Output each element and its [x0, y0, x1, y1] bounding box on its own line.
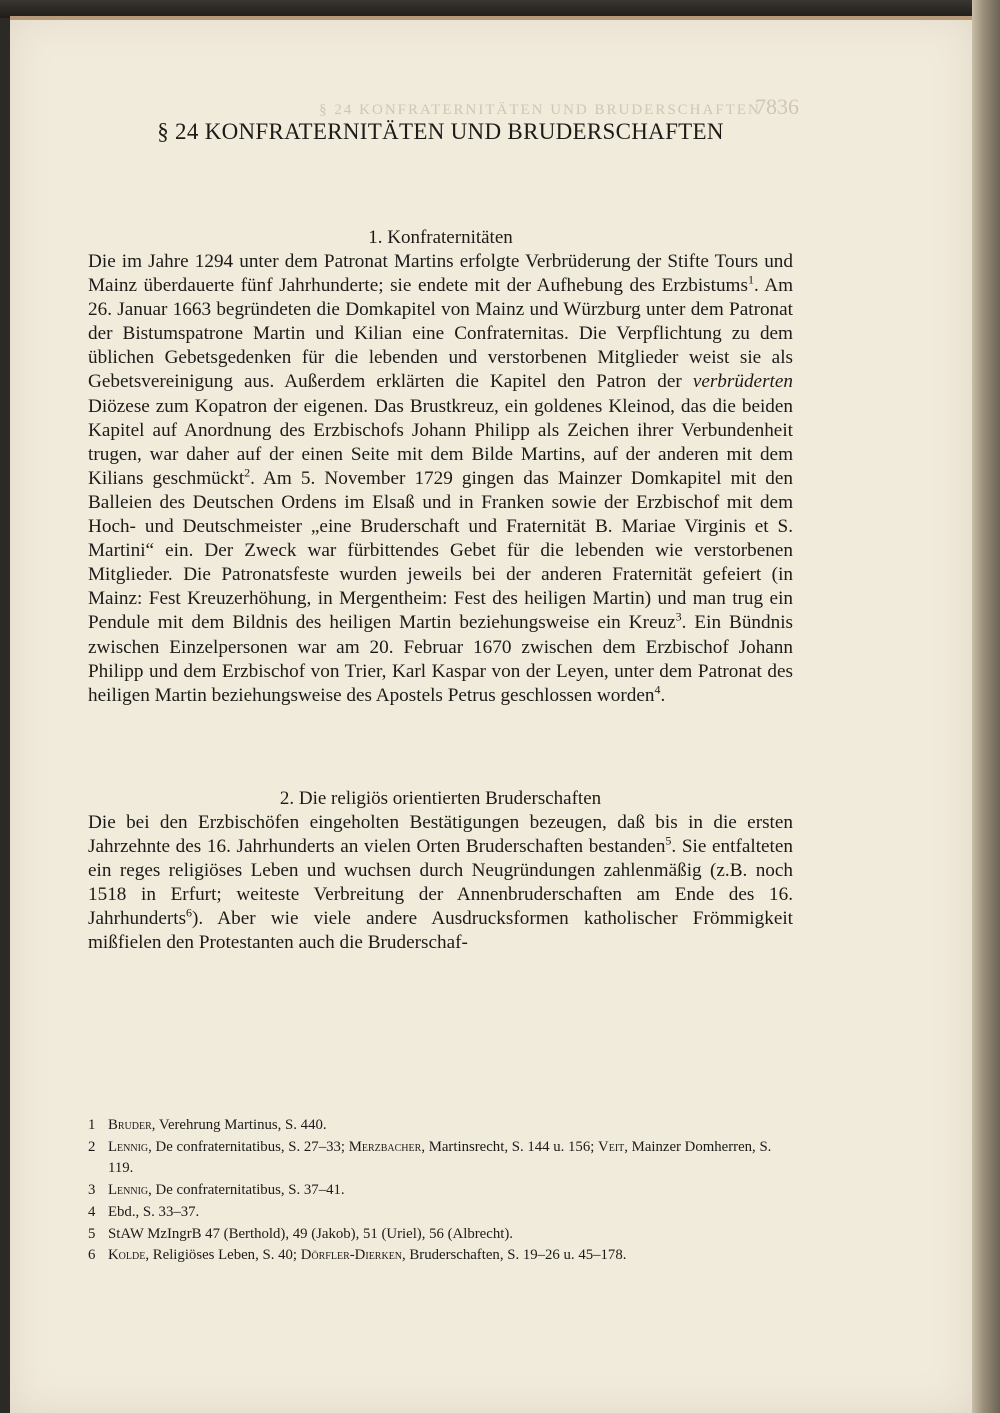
footnote — [88, 1224, 793, 1246]
footnote-author: Lennig — [108, 1138, 149, 1155]
main-text — [88, 116, 793, 955]
footnote-ref-1[interactable]: 1 — [747, 272, 754, 287]
footnote-author: Merzbacher — [348, 1138, 422, 1155]
p2-text-a: Die bei den Erzbischöfen eingeholten Bestätigungen bezeugen, daß bis in die ersten Jahrzehnte des 16. Jahrhunderts an vielen Orten Bruderschaften bestanden — [88, 811, 793, 857]
footnote — [88, 1115, 793, 1137]
footnote-ref-2[interactable]: 2 — [244, 465, 251, 480]
p1-text-f: . — [660, 684, 666, 706]
p1-text-d: . Am 5. November 1729 gingen das Mainzer Domkapitel mit den Balleien des Deutschen Ordens im Elsaß und in Franken sowie der Erzbischof mit dem Hoch- und Deutschmeister „eine Bruderschaft und Fraternität B. Mariae Virginis et S. Martini“ ein. Der Zweck war fürbittendes Gebet für die lebenden wie verstorbenen Mitglieder. Die Patronatsfeste wurden jeweils bei der anderen Fraternität gefeiert (in Mainz: Fest Kreuzerhöhung, in Mergentheim: Fest des heiligen Martin) und man trug ein Pendule mit dem Bildnis des heiligen Martin beziehungsweise ein Kreuz — [88, 467, 793, 634]
p1-italic: verbrüderten — [692, 371, 793, 393]
footnote-author: Kolde — [108, 1247, 146, 1264]
footnote-author: Dörfler-Dierken — [300, 1247, 403, 1264]
footnote-text: , Martinsrecht, S. 144 u. 156; — [421, 1138, 599, 1155]
p2-text-c: ). Aber wie viele andere Ausdrucksformen katholischer Frömmigkeit mißfielen den Protestanten auch die Bruderschaf- — [88, 908, 793, 954]
footnote-text: , Religiöses Leben, S. 40; — [145, 1247, 301, 1264]
footnote-author: Veit — [598, 1138, 625, 1155]
footnote-text: , De confraternitatibus, S. 27–33; — [148, 1138, 349, 1155]
section-2-heading: 2. Die religiös orientierten Bruderschaften — [279, 787, 602, 809]
footnote — [88, 1245, 793, 1267]
footnote-number: 4 — [88, 1203, 96, 1220]
footnote-ref-5[interactable]: 5 — [665, 833, 672, 848]
footnote-ref-6[interactable]: 6 — [186, 905, 193, 920]
footnotes — [88, 1115, 793, 1267]
p1-text-a: Die im Jahre 1294 unter dem Patronat Martins erfolgte Verbrüderung der Stifte Tours und Mainz überdauerte fünf Jahrhunderte; sie endete mit der Aufhebung des Erzbistums — [88, 251, 793, 297]
footnote-number: 6 — [88, 1247, 96, 1264]
running-head-bleedthrough: § 24 KONFRATERNITÄTEN UND BRUDERSCHAFTEN — [319, 102, 761, 118]
footnote-ref-3[interactable]: 3 — [675, 610, 682, 625]
footnote-number: 1 — [88, 1117, 96, 1133]
section-1-heading: 1. Konfraternitäten — [368, 227, 513, 248]
p1-text-b: . Am 26. Januar 1663 begründeten die Domkapitel von Mainz und Würzburg unter dem Patronat der Bistumspatrone Martin und Kilian eine Confraternitas. Die Verpflichtung zu dem üblichen Gebetsgedenken für die lebenden und verstorbenen Mitglieder weist sie als Gebetsvereinigung aus. Außerdem erklärten die Kapitel den Patron der — [88, 275, 793, 393]
footnote-text: , Bruderschaften, S. 19–26 u. 45–178. — [402, 1247, 627, 1264]
page-top-edge — [10, 16, 972, 20]
footnote — [88, 1137, 793, 1180]
footnote-ref-4[interactable]: 4 — [654, 682, 661, 697]
p1-text-c: Diözese zum Kopatron der eigenen. Das Brustkreuz, ein goldenes Kleinod, das die beiden Kapitel auf Anordnung des Erzbischofs Johann Philipp als Zeichen ihrer Verbundenheit trugen, war daher auf der einen Seite mit dem Bilde Martins, auf der anderen mit dem Kilians geschmückt — [88, 395, 793, 489]
footnote — [88, 1202, 793, 1224]
book-page-edges — [972, 0, 1000, 1413]
footnote-text: , Mainzer Domherren, S. 119. — [108, 1138, 772, 1177]
paragraph-2 — [88, 811, 793, 956]
p2-text-b: . Sie entfalteten ein reges religiöses Leben und wuchsen durch Neugründungen zahlenmäßig (z.B. noch 1518 in Erfurt; weiteste Verbreitung der Annenbruderschaften am Ende des 16. Jahrhunderts — [88, 835, 793, 930]
chapter-title: § 24 KONFRATERNITÄTEN UND BRUDERSCHAFTEN — [157, 119, 724, 144]
footnote-author: Bruder — [108, 1117, 152, 1133]
footnote-author: Lennig — [108, 1182, 149, 1199]
footnote-number: 5 — [88, 1225, 96, 1242]
paragraph-1 — [88, 250, 793, 708]
footnote — [88, 1180, 793, 1202]
footnote-text: StAW MzIngrB 47 (Berthold), 49 (Jakob), 51 (Uriel), 56 (Albrecht). — [108, 1225, 513, 1242]
footnote-text: , De confraternitatibus, S. 37–41. — [148, 1182, 345, 1199]
footnote-text: Ebd., S. 33–37. — [108, 1203, 200, 1220]
footnote-number: 3 — [88, 1182, 96, 1199]
footnote-number: 2 — [88, 1138, 96, 1155]
footnote-text: , Verehrung Martinus, S. 440. — [151, 1117, 327, 1133]
p1-text-e: . Ein Bündnis zwischen Einzelpersonen war am 20. Februar 1670 zwischen dem Erzbischof Johann Philipp und dem Erzbischof von Trier, Karl Kaspar von der Leyen, unter dem Patronat des heiligen Martin beziehungsweise des Apostels Petrus geschlossen worden — [88, 612, 793, 706]
page-number-bleedthrough: 7836 — [755, 94, 799, 119]
